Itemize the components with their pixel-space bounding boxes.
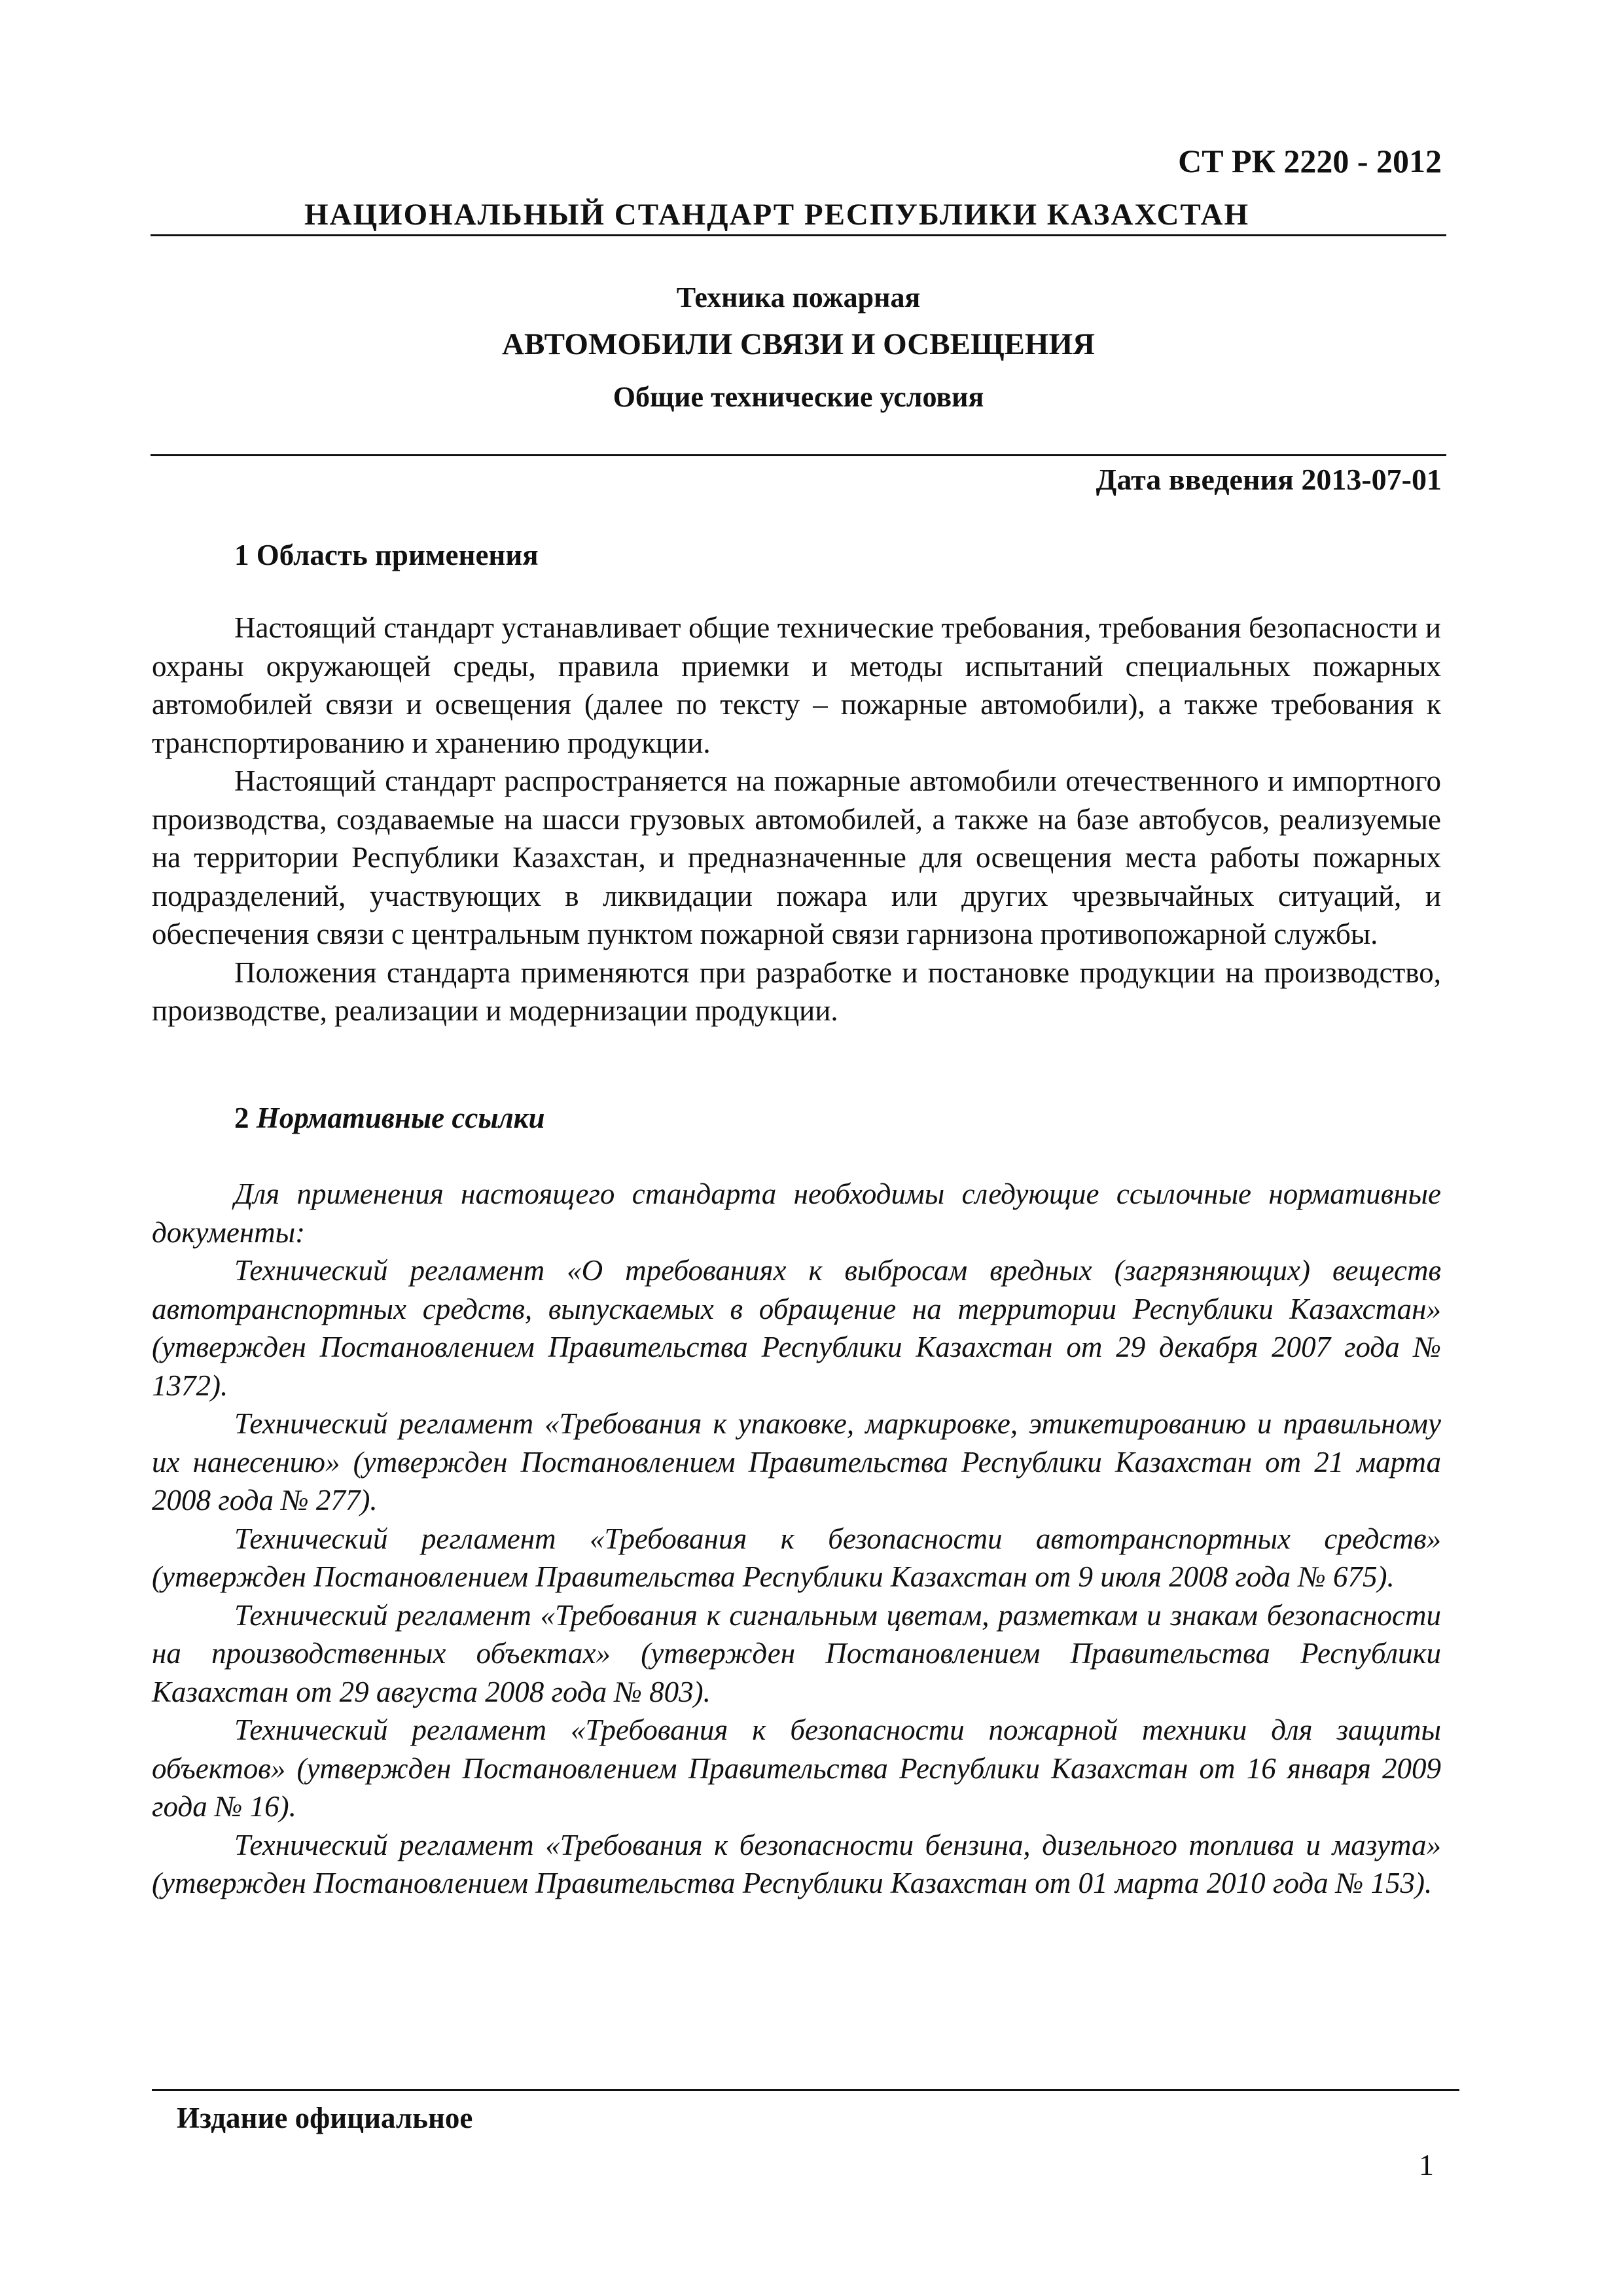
section-2-body: [152, 1175, 1441, 1903]
section-1-heading: 1 Область применения: [234, 539, 539, 571]
section-1-body: [152, 609, 1441, 1030]
paragraph: Технический регламент «Требования к безопасности автотранспортных средств» (утвержден Постановлением Правительства Республики Казахстан от 9 июля 2008 года № 675).: [152, 1522, 1441, 1593]
section-2-heading: [234, 1100, 545, 1136]
footer-divider: [152, 2089, 1459, 2091]
paragraph: Настоящий стандарт распространяется на пожарные автомобили отечественного и импортного производства, создаваемые на шасси грузовых автомобилей, а также на базе автобусов, реализуемые на территории Республики Казахстан, и предназначенные для освещения места работы пожарных подразделений, участвующих в ликвидации пожара или других чрезвычайных ситуаций, и обеспечения связи с центральным пунктом пожарной связи гарнизона противопожарной службы.: [152, 764, 1441, 950]
national-standard-heading: НАЦИОНАЛЬНЫЙ СТАНДАРТ РЕСПУБЛИКИ КАЗАХСТАН: [304, 198, 1250, 232]
title-divider: [151, 454, 1446, 456]
paragraph: Технический регламент «Требования к безопасности пожарной техники для защиты объектов» (утвержден Постановлением Правительства Республики Казахстан от 16 января 2009 года № 16).: [152, 1713, 1441, 1823]
page-number: 1: [1419, 2148, 1434, 2181]
standard-title: АВТОМОБИЛИ СВЯЗИ И ОСВЕЩЕНИЯ: [502, 327, 1095, 361]
paragraph: Технический регламент «О требованиях к выбросам вредных (загрязняющих) веществ автотранспортных средств, выпускаемых в обращение на территории Республики Казахстан» (утвержден Постановлением Правительства Республики Казахстан от 29 декабря 2007 года № 1372).: [152, 1254, 1441, 1402]
section-2-title: Нормативные ссылки: [256, 1102, 545, 1134]
paragraph: Технический регламент «Требования к безопасности бензина, дизельного топлива и мазута» (утвержден Постановлением Правительства Республики Казахстан от 01 марта 2010 года № 153).: [152, 1828, 1441, 1899]
section-2-number: 2: [234, 1102, 249, 1134]
paragraph: Положения стандарта применяются при разработке и постановке продукции на производство, производстве, реализации и модернизации продукции.: [152, 956, 1441, 1027]
official-edition-label: Издание официальное: [177, 2102, 473, 2134]
paragraph: Технический регламент «Требования к сигнальным цветам, разметкам и знакам безопасности на производственных объектах» (утвержден Постановлением Правительства Республики Казахстан от 29 августа 2008 года № 803).: [152, 1598, 1441, 1708]
introduction-date: Дата введения 2013-07-01: [1096, 463, 1442, 496]
paragraph: Настоящий стандарт устанавливает общие технические требования, требования безопасности и охраны окружающей среды, правила приемки и методы испытаний специальных пожарных автомобилей связи и освещения (далее по тексту – пожарные автомобили), а также требования к транспортированию и хранению продукции.: [152, 611, 1441, 759]
paragraph: Для применения настоящего стандарта необходимы следующие ссылочные нормативные документы:: [152, 1177, 1441, 1249]
document-code: СТ РК 2220 - 2012: [1178, 143, 1442, 179]
standard-subtitle: Общие технические условия: [613, 381, 984, 413]
header-divider: [151, 234, 1446, 236]
standard-category: Техника пожарная: [676, 281, 921, 314]
paragraph: Технический регламент «Требования к упаковке, маркировке, этикетированию и правильному их нанесению» (утвержден Постановлением Правительства Республики Казахстан от 21 марта 2008 года № 277).: [152, 1407, 1441, 1516]
